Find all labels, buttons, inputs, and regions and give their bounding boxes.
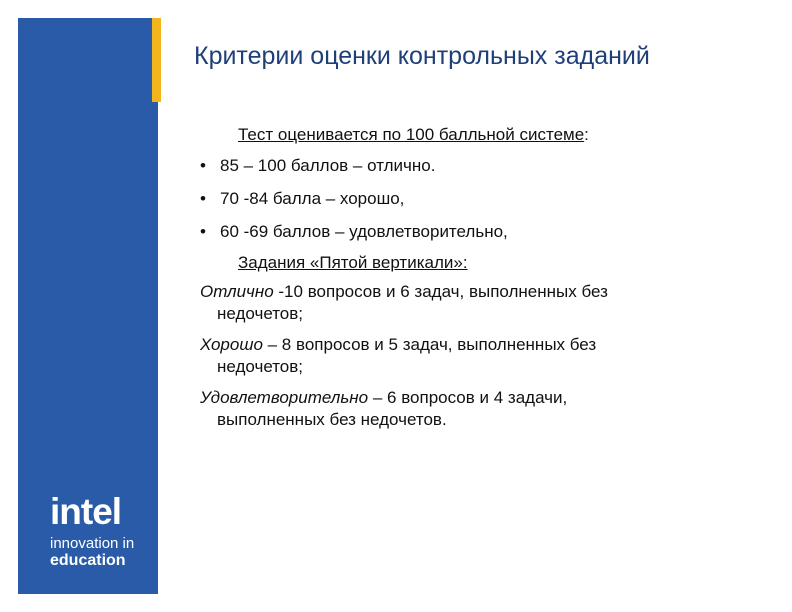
list-item	[200, 222, 760, 242]
logo-tagline-2: education	[50, 552, 126, 569]
logo-tagline-1: innovation in	[50, 535, 135, 552]
criterion-text-cont: выполненных без недочетов.	[217, 410, 447, 429]
criterion-grade: Хорошо	[200, 335, 263, 354]
criterion-text: -10 вопросов и 6 задач, выполненных без	[273, 282, 608, 301]
criterion-excellent	[200, 281, 760, 325]
score-list	[200, 156, 760, 242]
criterion-grade: Удовлетворительно	[200, 388, 369, 407]
logo-trademark: ®	[168, 512, 174, 519]
list-item-text: 70 -84 балла – хорошо,	[220, 189, 405, 208]
bullet-icon: •	[200, 189, 206, 208]
scoring-heading	[200, 122, 760, 148]
criterion-grade: Отлично	[200, 282, 274, 301]
scoring-heading-colon: :	[584, 125, 589, 144]
accent-bar	[152, 18, 161, 102]
criterion-text-cont: недочетов;	[217, 304, 304, 323]
criterion-text: – 8 вопросов и 5 задач, выполненных без	[262, 335, 597, 354]
slide-body	[200, 122, 760, 431]
list-item	[200, 189, 760, 209]
slide-title: Критерии оценки контрольных заданий	[194, 42, 650, 70]
list-item	[200, 156, 760, 176]
list-item-text: 85 – 100 баллов – отлично.	[220, 156, 436, 175]
criterion-satisfactory	[200, 387, 760, 431]
logo-wordmark: intel	[50, 491, 122, 532]
scoring-heading-text: Тест оценивается по 100 балльной системе	[238, 125, 585, 144]
criterion-good	[200, 334, 760, 378]
criterion-text-cont: недочетов;	[217, 357, 304, 376]
bullet-icon: •	[200, 156, 206, 175]
criterion-text: – 6 вопросов и 4 задачи,	[368, 388, 568, 407]
list-item-text: 60 -69 баллов – удовлетворительно,	[220, 222, 508, 241]
intel-logo	[50, 491, 174, 570]
tasks-heading: Задания «Пятой вертикали»:	[238, 253, 468, 272]
bullet-icon: •	[200, 222, 206, 241]
